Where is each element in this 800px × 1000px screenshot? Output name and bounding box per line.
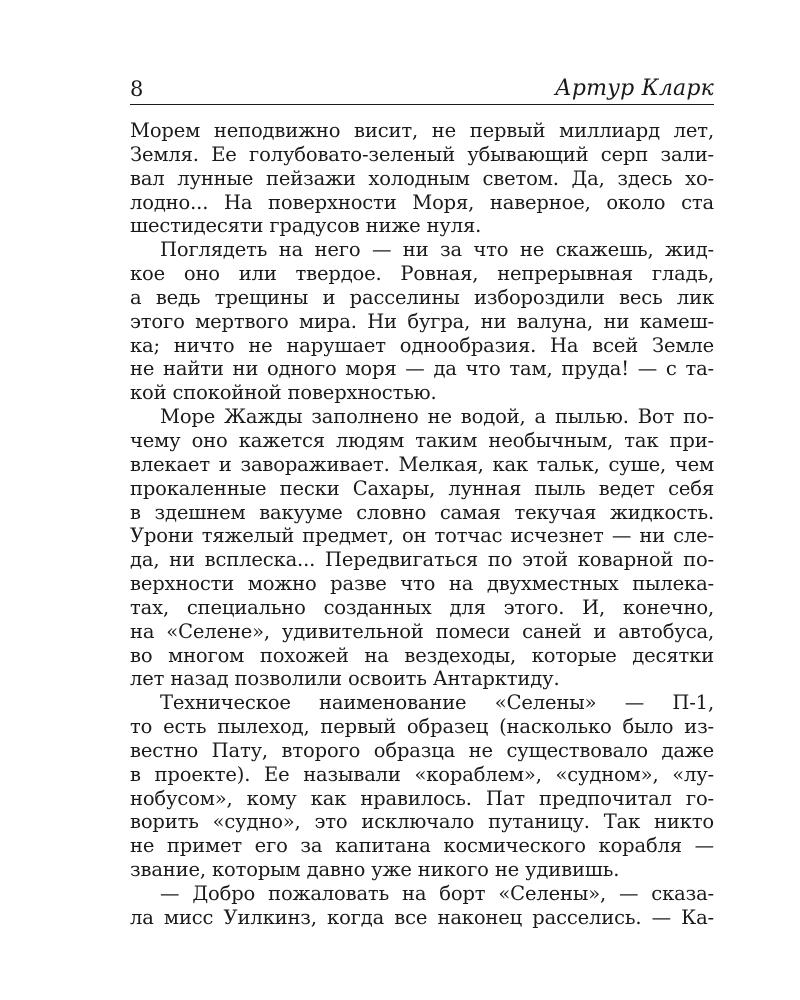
text-line: не примет его за капитана космического корабля —: [130, 834, 714, 858]
text-line: ворить «судно», это исключало путаницу. Так никто: [130, 810, 714, 834]
text-line: влекает и завораживает. Мелкая, как тальк, суше, чем: [130, 452, 714, 476]
text-line: во многом похожей на вездеходы, которые десятки: [130, 643, 714, 667]
paragraph: [130, 882, 714, 930]
text-line: этого мертвого мира. Ни бугра, ни валуна, ни камеш-: [130, 309, 714, 333]
text-line: нобусом», кому как нравилось. Пат предпочитал го-: [130, 786, 714, 810]
paragraph: [130, 405, 714, 691]
paragraph: [130, 119, 714, 238]
text-line: прокаленные пески Сахары, лунная пыль ведет себя: [130, 476, 714, 500]
text-line: тах, специально созданных для этого. И, конечно,: [130, 595, 714, 619]
text-line: ка; ничто не нарушает однообразия. На всей Земле: [130, 333, 714, 357]
page-header: [130, 72, 714, 105]
running-head-author: Артур Кларк: [554, 76, 714, 101]
text-line: в проекте). Ее называли «кораблем», «судном», «лу-: [130, 762, 714, 786]
text-line: Море Жажды заполнено не водой, а пылью. Вот по-: [160, 405, 714, 429]
body-text: [130, 119, 714, 930]
text-line: на «Селене», удивительной помеси саней и автобуса,: [130, 619, 714, 643]
paragraph: [130, 691, 714, 882]
text-line: — Добро пожаловать на борт «Селены», — сказа-: [160, 882, 714, 905]
text-line: кое оно или твердое. Ровная, непрерывная гладь,: [130, 262, 714, 286]
text-line: Техническое наименование «Селены» — П-1,: [160, 691, 714, 715]
text-line: шестидесяти градусов ниже нуля.: [130, 214, 482, 238]
text-line: чему оно кажется людям таким необычным, так при-: [130, 428, 714, 452]
paragraph: [130, 238, 714, 405]
text-line: звание, которым давно уже никого не удивишь.: [130, 858, 620, 882]
text-line: то есть пылеход, первый образец (насколько было из-: [130, 715, 714, 739]
text-line: не найти ни одного моря — да что там, пруда! — с та-: [130, 357, 714, 381]
text-line: Урони тяжелый предмет, он тотчас исчезнет — ни сле-: [130, 524, 714, 548]
page-number: 8: [130, 77, 144, 101]
text-line: Поглядеть на него — ни за что не скажешь, жид-: [160, 238, 714, 262]
book-page: [130, 72, 714, 930]
text-line: ла мисс Уилкинз, когда все наконец расселись. — Ка-: [130, 905, 714, 929]
text-line: Земля. Ее голубовато-зеленый убывающий серп зали-: [130, 142, 714, 166]
text-line: лет назад позволили освоить Антарктиду.: [130, 667, 560, 691]
text-line: Морем неподвижно висит, не первый миллиард лет,: [130, 119, 714, 142]
text-line: лодно... На поверхности Моря, наверное, около ста: [130, 190, 714, 214]
text-line: верхности можно разве что на двухместных пылека-: [130, 572, 714, 596]
text-line: да, ни всплеска... Передвигаться по этой коварной по-: [130, 548, 714, 572]
text-line: вал лунные пейзажи холодным светом. Да, здесь хо-: [130, 166, 714, 190]
text-line: кой спокойной поверхностью.: [130, 381, 437, 405]
text-line: в здешнем вакууме словно самая текучая жидкость.: [130, 500, 714, 524]
text-line: а ведь трещины и расселины избороздили весь лик: [130, 285, 714, 309]
text-line: вестно Пату, второго образца не существовало даже: [130, 738, 714, 762]
